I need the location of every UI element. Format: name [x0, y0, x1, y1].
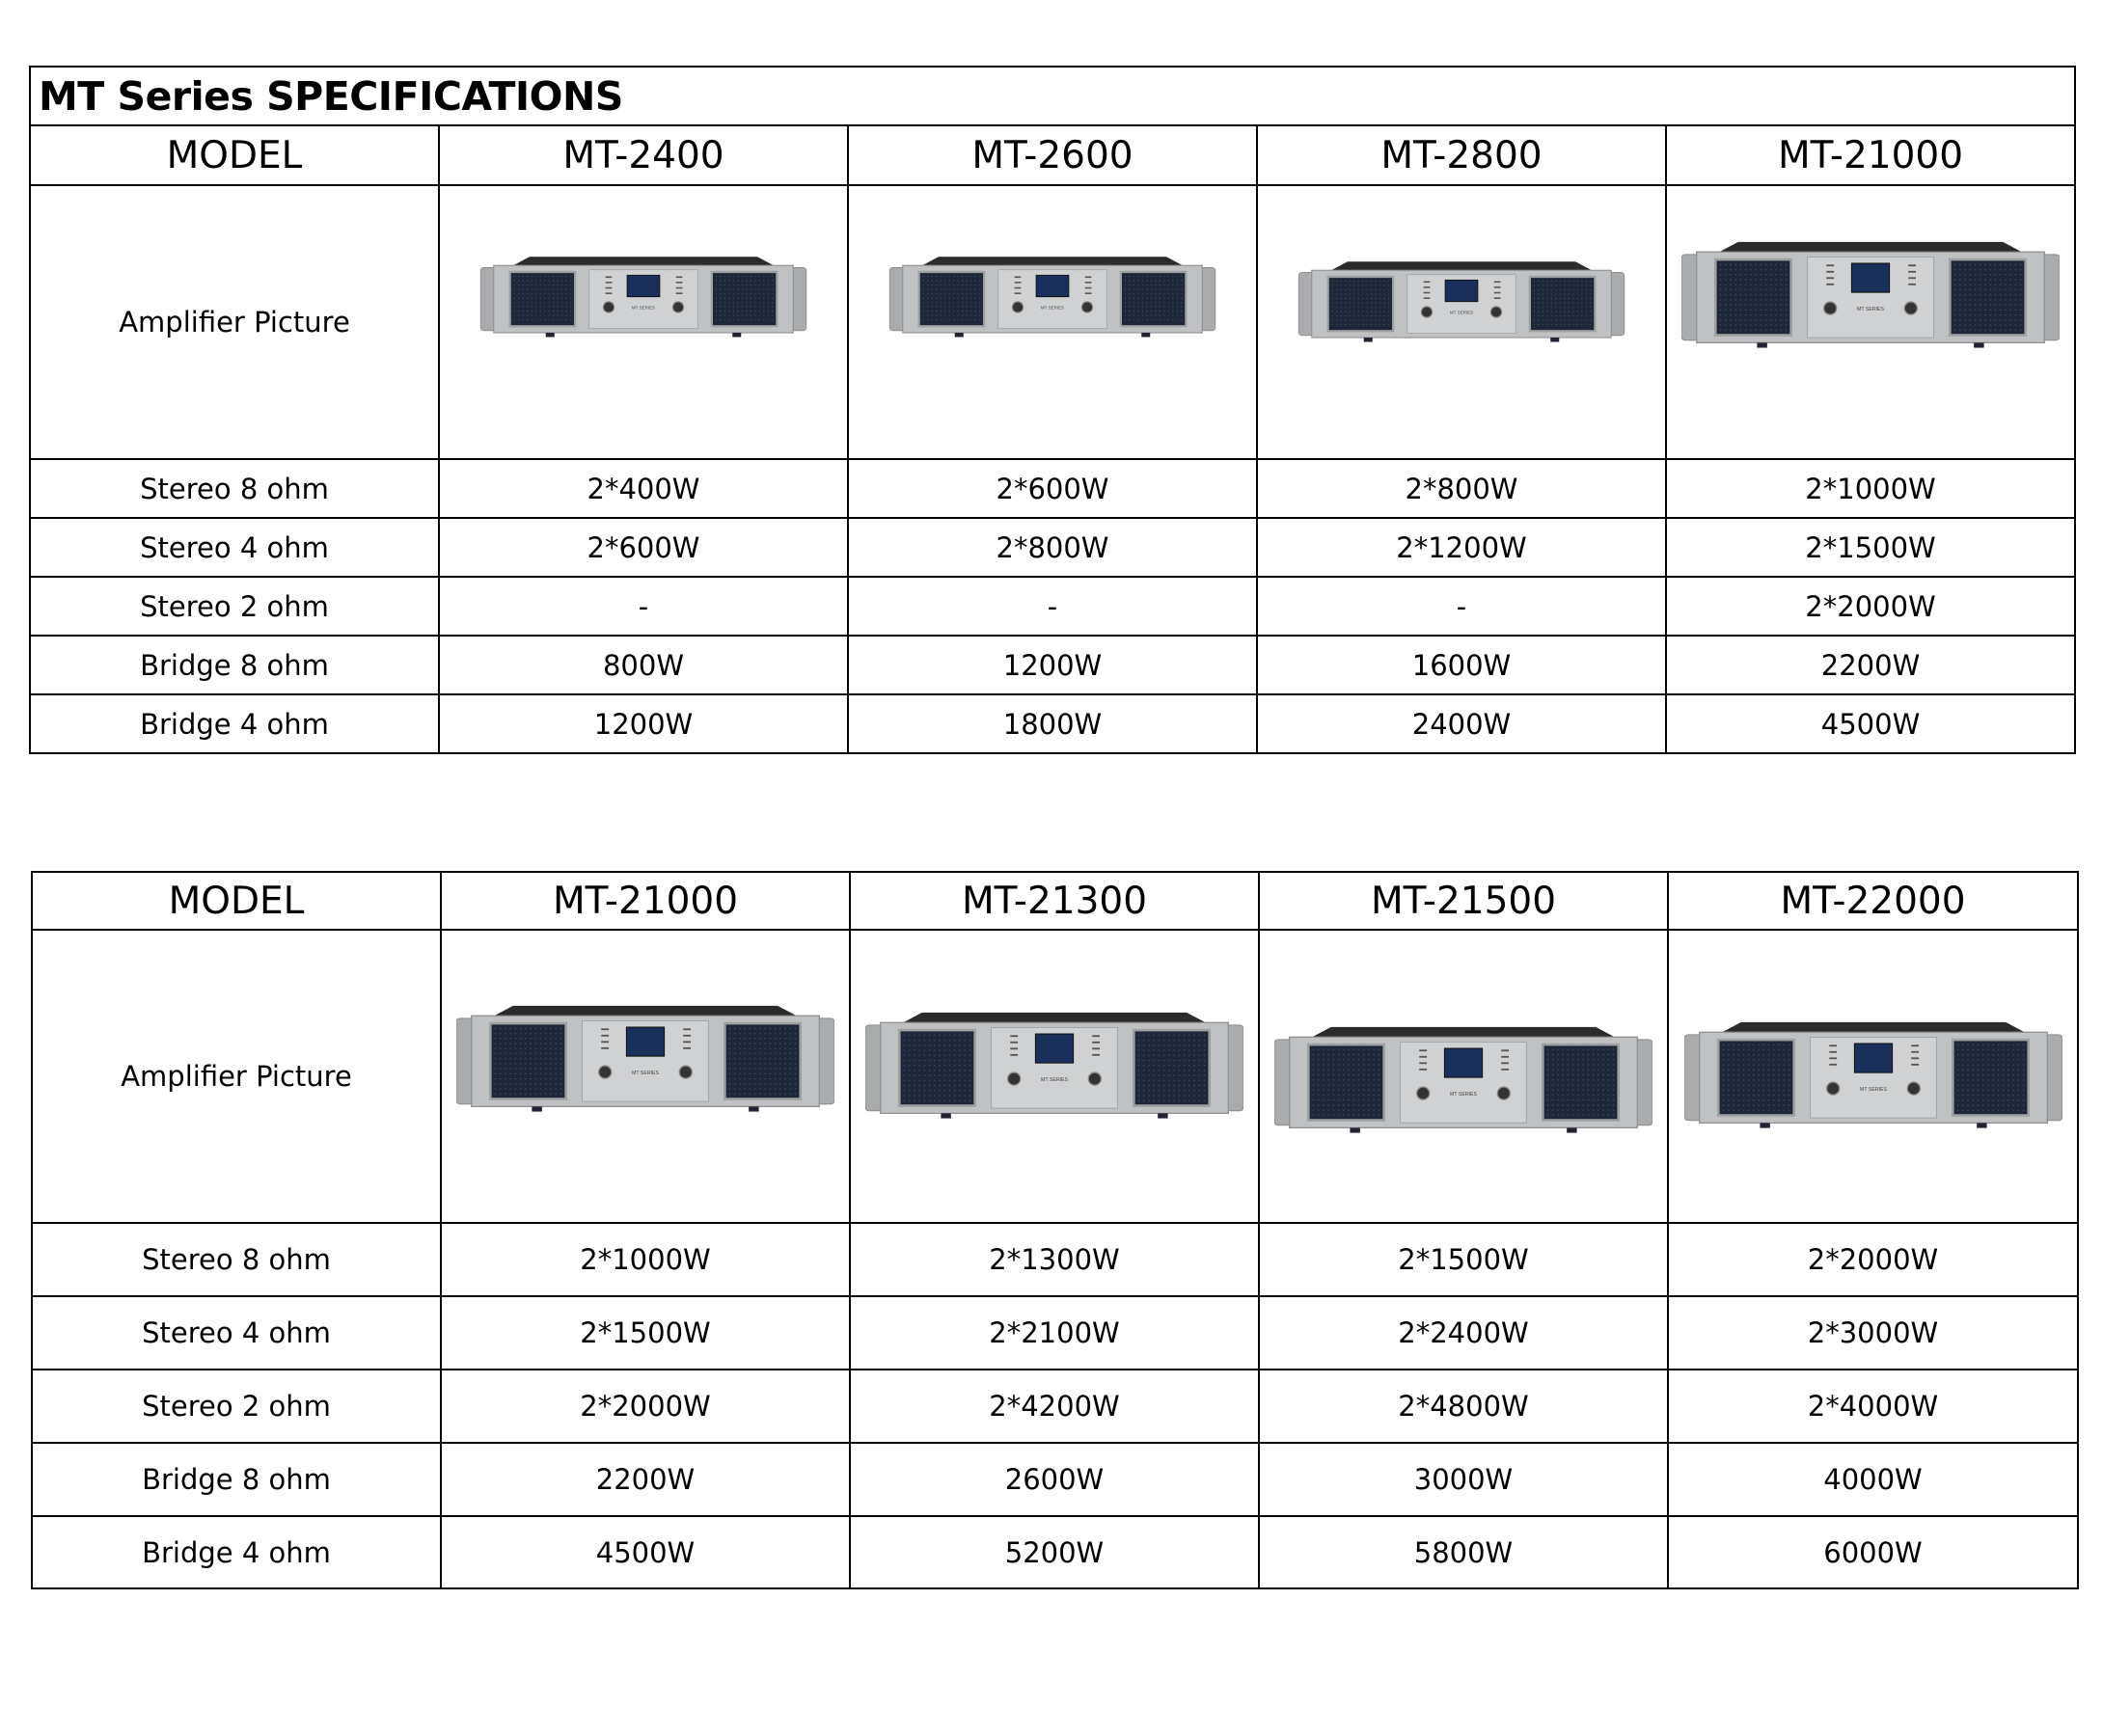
spec-value: 2*400W	[439, 459, 848, 518]
spec-value: 2*2000W	[1666, 577, 2075, 636]
spec-value: 1200W	[439, 694, 848, 753]
model-name: MT-22000	[1668, 872, 2078, 930]
amplifier-picture-cell	[850, 930, 1259, 1223]
spec-row	[30, 577, 2075, 636]
spec-value: 2*1300W	[850, 1223, 1259, 1296]
row-label: Stereo 4 ohm	[30, 518, 439, 577]
spec-row	[30, 518, 2075, 577]
spec-value: 6000W	[1668, 1516, 2078, 1588]
spec-value: 2400W	[1257, 694, 1666, 753]
picture-row	[32, 930, 2078, 1223]
svg-text:MT SERIES: MT SERIES	[631, 1070, 660, 1076]
model-name: MT-21500	[1259, 872, 1668, 930]
amplifier-picture-cell	[1257, 185, 1666, 459]
spec-row	[32, 1370, 2078, 1443]
picture-label: Amplifier Picture	[32, 930, 441, 1223]
spec-value: 2*600W	[848, 459, 1257, 518]
svg-text:MT SERIES: MT SERIES	[1040, 1077, 1069, 1084]
svg-text:MT SERIES: MT SERIES	[1449, 310, 1474, 315]
model-name: MT-21300	[850, 872, 1259, 930]
row-label: Stereo 8 ohm	[32, 1223, 441, 1296]
spec-value: 3000W	[1259, 1443, 1668, 1516]
spec-row	[30, 636, 2075, 694]
picture-label: Amplifier Picture	[30, 185, 439, 459]
svg-text:MT SERIES: MT SERIES	[631, 305, 656, 311]
spec-row	[30, 694, 2075, 753]
amplifier-picture-cell	[1668, 930, 2078, 1223]
model-name: MT-2600	[848, 125, 1257, 185]
spec-value: 2*4800W	[1259, 1370, 1668, 1443]
spec-value: 2*800W	[1257, 459, 1666, 518]
amplifier-picture-cell	[1259, 930, 1668, 1223]
amplifier-image	[475, 255, 812, 341]
amplifier-picture-cell	[439, 185, 848, 459]
row-label: Stereo 8 ohm	[30, 459, 439, 518]
spec-value: 4500W	[1666, 694, 2075, 753]
amplifier-image	[865, 1004, 1243, 1129]
model-header: MODEL	[32, 872, 441, 930]
spec-value: 2600W	[850, 1443, 1259, 1516]
row-label: Bridge 8 ohm	[30, 636, 439, 694]
spec-value: 2*1500W	[441, 1296, 850, 1370]
amplifier-picture-cell	[1666, 185, 2075, 459]
model-header: MODEL	[30, 125, 439, 185]
model-name: MT-2400	[439, 125, 848, 185]
svg-text:MT SERIES: MT SERIES	[1859, 1087, 1887, 1094]
row-label: Bridge 4 ohm	[32, 1516, 441, 1588]
spec-row	[32, 1443, 2078, 1516]
title-row	[30, 67, 2075, 125]
amplifier-image	[456, 997, 834, 1123]
spec-row	[32, 1296, 2078, 1370]
spec-value: 800W	[439, 636, 848, 694]
spec-row	[32, 1223, 2078, 1296]
spec-table-2	[31, 871, 2079, 1589]
spec-value: 2*3000W	[1668, 1296, 2078, 1370]
svg-text:MT SERIES: MT SERIES	[1856, 306, 1885, 312]
spec-value: 2*1200W	[1257, 518, 1666, 577]
spec-value: 2200W	[1666, 636, 2075, 694]
spec-value: 2*800W	[848, 518, 1257, 577]
amplifier-image	[1274, 1018, 1652, 1144]
picture-row	[30, 185, 2075, 459]
spec-value: 5200W	[850, 1516, 1259, 1588]
spec-value: 4000W	[1668, 1443, 2078, 1516]
amplifier-image	[1684, 1014, 2062, 1139]
spec-value: -	[1257, 577, 1666, 636]
model-name: MT-2800	[1257, 125, 1666, 185]
amplifier-image	[1293, 259, 1630, 346]
spec-value: 2*1000W	[1666, 459, 2075, 518]
spec-value: 2*600W	[439, 518, 848, 577]
spec-value: 2*2400W	[1259, 1296, 1668, 1370]
row-label: Stereo 2 ohm	[30, 577, 439, 636]
amplifier-picture-cell	[441, 930, 850, 1223]
spec-value: 2*4200W	[850, 1370, 1259, 1443]
spec-row	[30, 459, 2075, 518]
model-name: MT-21000	[1666, 125, 2075, 185]
svg-text:MT SERIES: MT SERIES	[1040, 305, 1065, 311]
spec-value: 1200W	[848, 636, 1257, 694]
row-label: Bridge 4 ohm	[30, 694, 439, 753]
row-label: Stereo 2 ohm	[32, 1370, 441, 1443]
model-name: MT-21000	[441, 872, 850, 930]
spec-value: 2200W	[441, 1443, 850, 1516]
amplifier-image	[1681, 237, 2060, 355]
spec-value: 2*4000W	[1668, 1370, 2078, 1443]
row-label: Stereo 4 ohm	[32, 1296, 441, 1370]
row-label: Bridge 8 ohm	[32, 1443, 441, 1516]
spec-value: -	[439, 577, 848, 636]
spec-value: 1800W	[848, 694, 1257, 753]
spec-value: 2*2000W	[1668, 1223, 2078, 1296]
spec-value: 1600W	[1257, 636, 1666, 694]
spec-value: -	[848, 577, 1257, 636]
spec-table-1	[29, 66, 2076, 754]
page-title: MT Series SPECIFICATIONS	[30, 67, 2075, 125]
spec-value: 2*1500W	[1666, 518, 2075, 577]
spec-value: 2*1500W	[1259, 1223, 1668, 1296]
spec-value: 2*1000W	[441, 1223, 850, 1296]
svg-text:MT SERIES: MT SERIES	[1449, 1092, 1478, 1099]
amplifier-picture-cell	[848, 185, 1257, 459]
model-row	[32, 872, 2078, 930]
model-row	[30, 125, 2075, 185]
spec-value: 2*2000W	[441, 1370, 850, 1443]
spec-value: 4500W	[441, 1516, 850, 1588]
spec-value: 5800W	[1259, 1516, 1668, 1588]
spec-row	[32, 1516, 2078, 1588]
spec-value: 2*2100W	[850, 1296, 1259, 1370]
amplifier-image	[884, 255, 1221, 341]
